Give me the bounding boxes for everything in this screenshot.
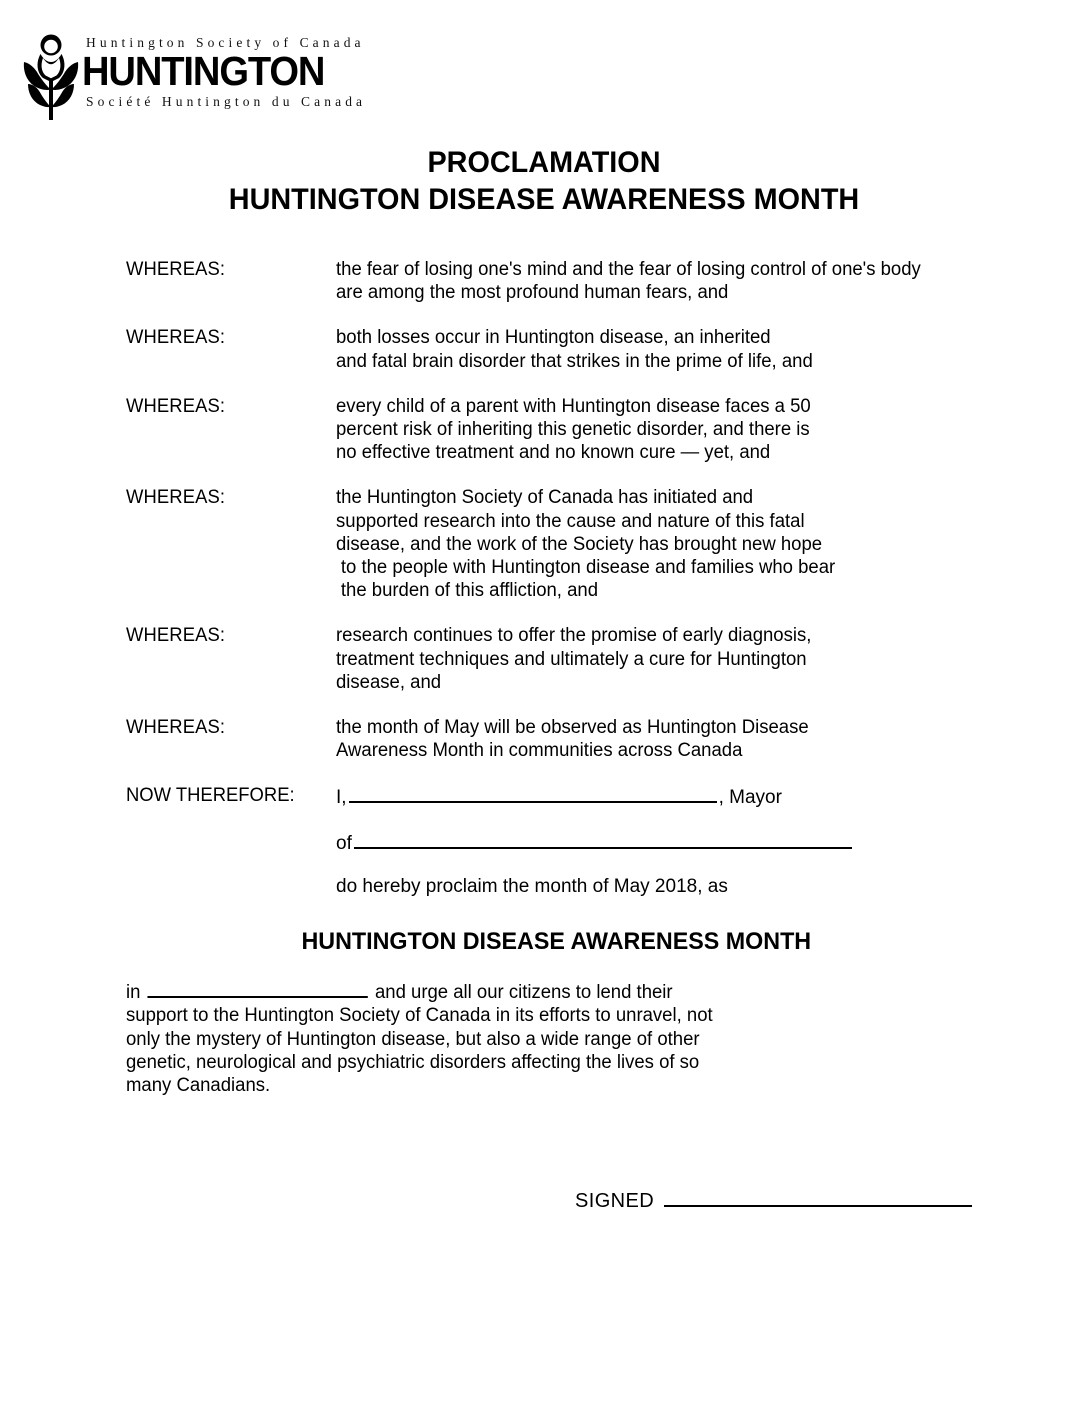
closing-line-4: many Canadians. [126, 1075, 271, 1097]
mayor-name-blank[interactable] [349, 784, 717, 803]
signature-row [575, 1188, 974, 1213]
whereas-text-line: disease, and the work of the Society has brought new hope [336, 533, 823, 555]
title-line-2: HUNTINGTON DISEASE AWARENESS MONTH [228, 183, 860, 216]
whereas-text-line: supported research into the cause and nature of this fatal [336, 510, 805, 532]
whereas-text-line: both losses occur in Huntington disease, an inherited [336, 327, 771, 349]
whereas-clause-list [126, 258, 1006, 762]
now-therefore-block [126, 784, 1006, 1097]
whereas-text-line: disease, and [336, 671, 442, 693]
logo-tagline-english: Huntington Society of Canada [86, 35, 365, 50]
whereas-text-line: no effective treatment and no known cure — yet, and [336, 442, 771, 464]
whereas-text [336, 326, 989, 372]
whereas-text-line: research continues to offer the promise of early diagnosis, [336, 625, 812, 647]
whereas-text-line: the month of May will be observed as Huntington Disease [336, 717, 809, 739]
whereas-clause [126, 716, 1006, 762]
whereas-text [336, 716, 989, 762]
whereas-text [336, 395, 989, 465]
closing-line-2: only the mystery of Huntington disease, but also a wide range of other [126, 1028, 700, 1050]
whereas-clause [126, 624, 1006, 694]
closing-line-1: support to the Huntington Society of Canada in its efforts to unravel, not [126, 1005, 713, 1027]
whereas-label: WHEREAS: [126, 395, 226, 417]
mayor-suffix-text: , Mayor [718, 787, 782, 809]
whereas-text [336, 258, 989, 304]
whereas-text-line: every child of a parent with Huntington disease faces a 50 [336, 395, 811, 417]
logo-wordmark: HUNTINGTON [82, 48, 325, 94]
closing-line-0: and urge all our citizens to lend their [374, 982, 673, 1004]
in-prefix-text: in [126, 982, 141, 1004]
whereas-label: WHEREAS: [126, 259, 226, 280]
whereas-clause [126, 395, 1006, 465]
title-line-1: PROCLAMATION [427, 146, 661, 179]
whereas-text [336, 624, 989, 694]
whereas-text-line: to the people with Huntington disease and families who bear [340, 557, 836, 579]
i-prefix-text: I, [336, 787, 347, 809]
proclaim-statement: do hereby proclaim the month of May 2018, as [336, 875, 728, 897]
whereas-text-line: the Huntington Society of Canada has initiated and [336, 487, 754, 509]
municipality-blank[interactable] [354, 830, 852, 849]
whereas-text-line: and fatal brain disorder that strikes in the prime of life, and [336, 350, 813, 372]
whereas-text-line: the fear of losing one's mind and the fear of losing control of one's body [336, 259, 921, 280]
logo-tagline-french: Société Huntington du Canada [86, 94, 367, 109]
whereas-text-line: the burden of this affliction, and [340, 580, 599, 602]
signature-blank[interactable] [664, 1188, 972, 1207]
mayor-name-row [336, 784, 1006, 809]
proclamation-body [126, 258, 1006, 1097]
whereas-clause [126, 486, 1006, 602]
page-title [22, 144, 1066, 218]
whereas-label: WHEREAS: [126, 625, 226, 647]
whereas-text-line: percent risk of inheriting this genetic disorder, and there is [336, 419, 810, 441]
awareness-month-heading: HUNTINGTON DISEASE AWARENESS MONTH [301, 928, 812, 956]
whereas-text-line: are among the most profound human fears, and [336, 282, 729, 304]
closing-paragraph [126, 979, 984, 1097]
municipality-row [336, 830, 1006, 855]
organization-logo [22, 28, 422, 123]
closing-line-3: genetic, neurological and psychiatric disorders affecting the lives of so [126, 1051, 700, 1073]
closing-first-line [126, 979, 984, 1004]
whereas-clause [126, 326, 1006, 372]
whereas-label: WHEREAS: [126, 717, 226, 739]
huntington-figure-leaves-logo-icon [22, 32, 80, 120]
whereas-label: WHEREAS: [126, 327, 226, 349]
signed-label: SIGNED [575, 1190, 655, 1212]
of-prefix-text: of [336, 832, 352, 854]
whereas-label: WHEREAS: [126, 487, 226, 509]
whereas-clause [126, 258, 1006, 304]
now-therefore-label: NOW THEREFORE: [126, 785, 295, 807]
whereas-text-line: Awareness Month in communities across Canada [336, 740, 743, 762]
location-blank[interactable] [148, 979, 368, 998]
whereas-text-line: treatment techniques and ultimately a cure for Huntington [336, 648, 807, 670]
whereas-text [336, 486, 989, 602]
